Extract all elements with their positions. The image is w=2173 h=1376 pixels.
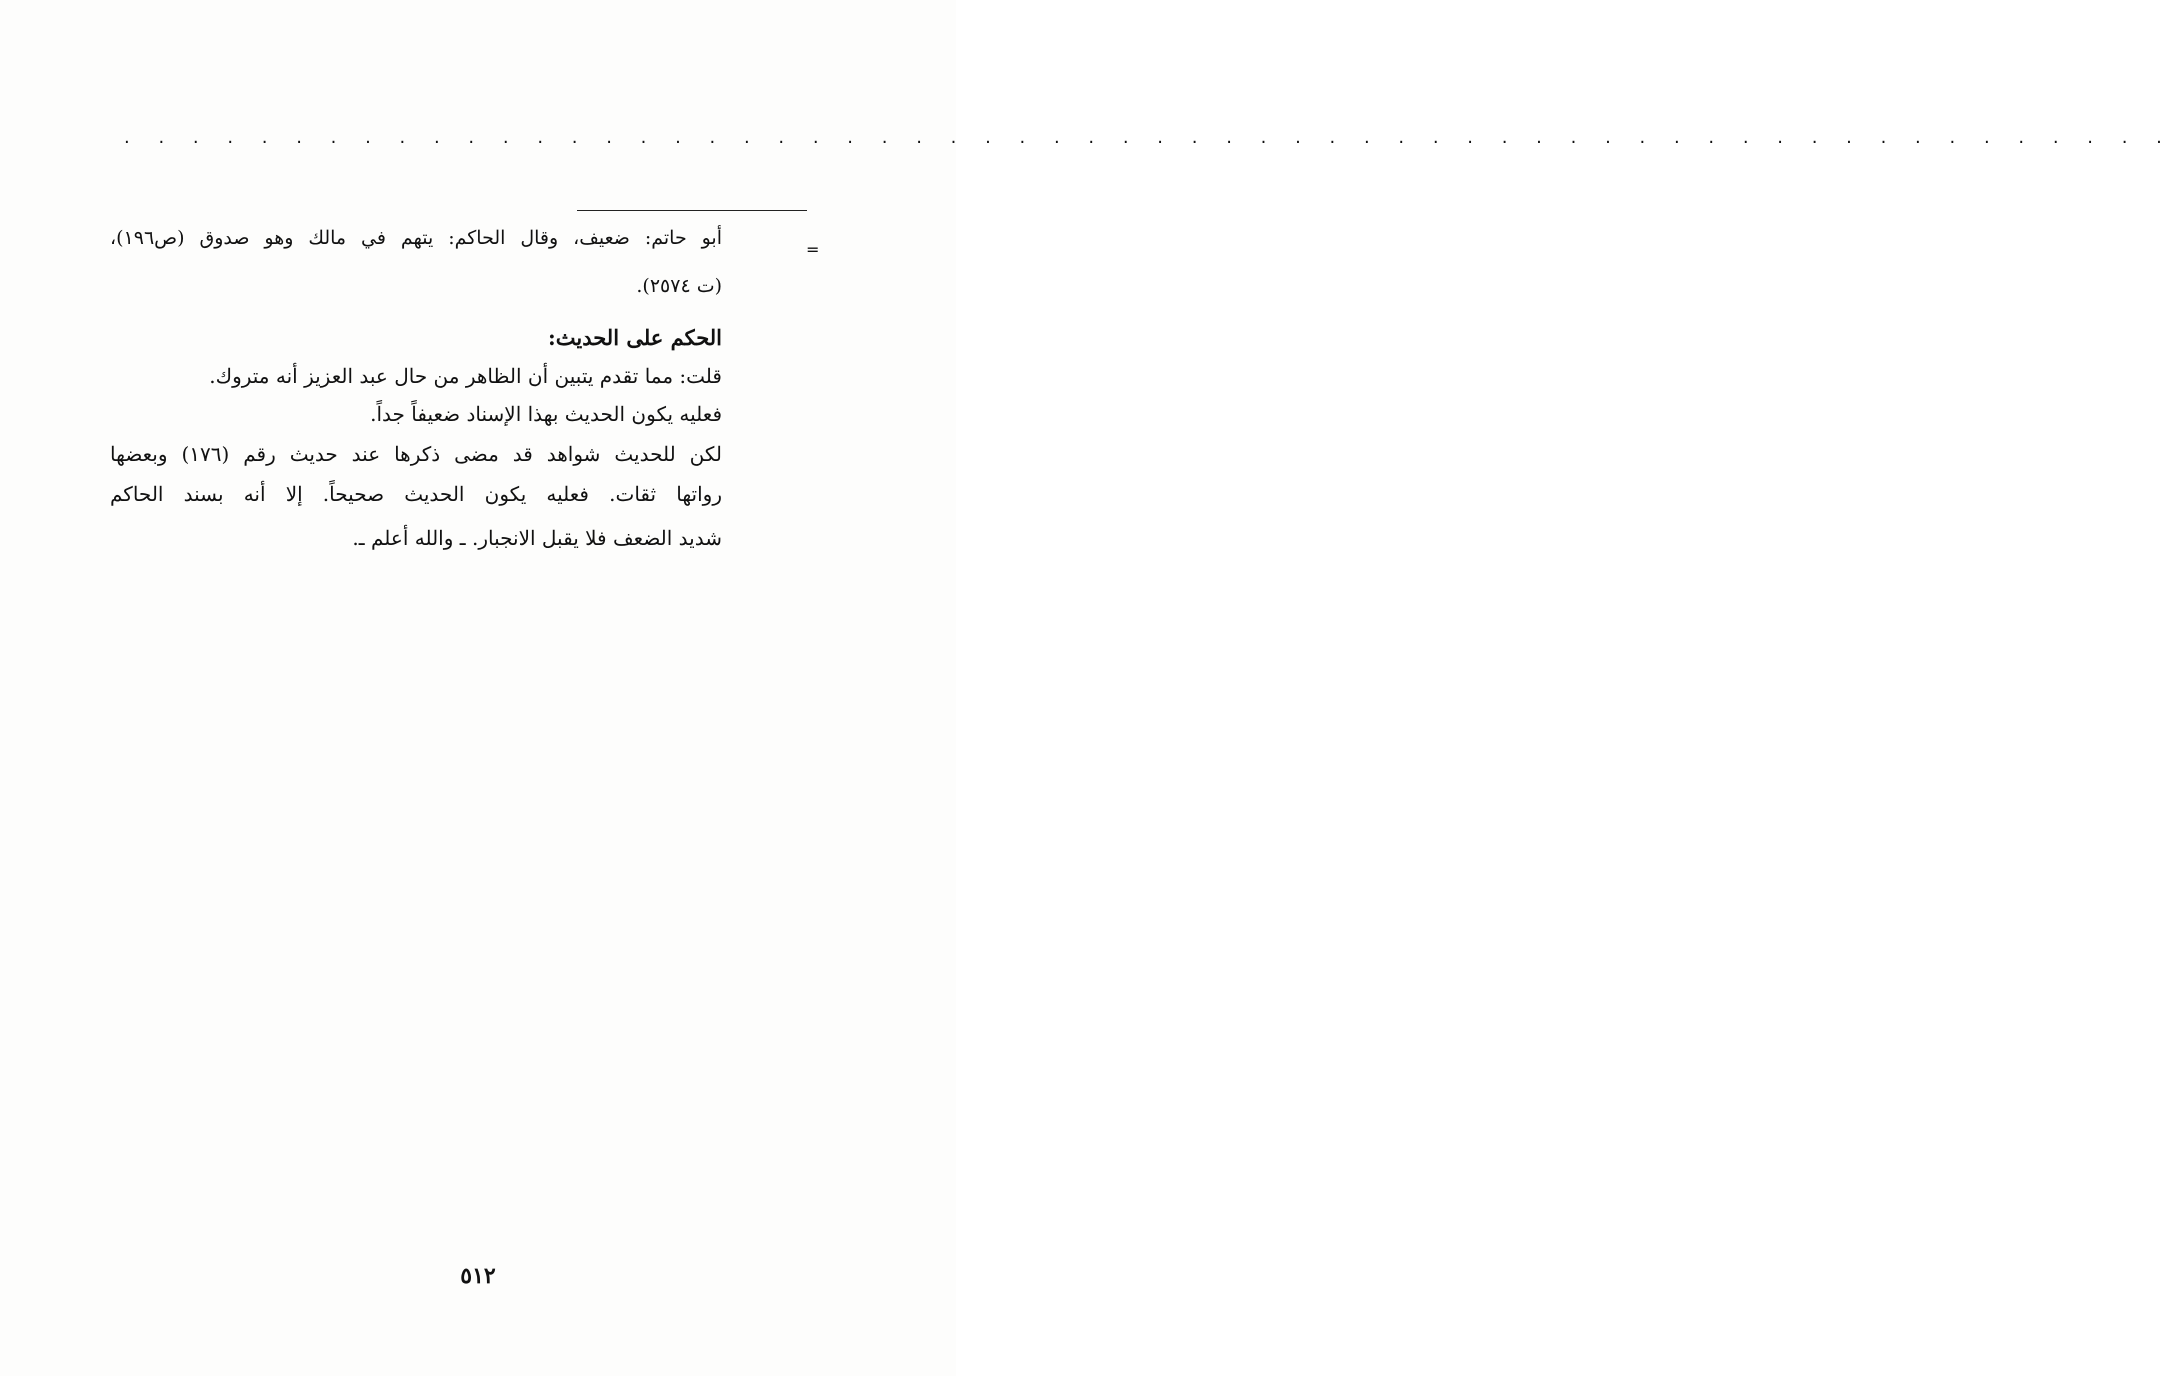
footnote-rule bbox=[577, 210, 807, 211]
footnote-continuation-mark: = bbox=[806, 240, 820, 259]
footnote-line-2: (ت ٢٥٧٤). bbox=[636, 275, 722, 297]
body-line-1: قلت: مما تقدم يتبين أن الظاهر من حال عبد العزيز أنه متروك. bbox=[209, 364, 722, 388]
footnote-line-1: أبو حاتم: ضعيف، وقال الحاكم: يتهم في مالك وهو صدوق (ص١٩٦)، bbox=[110, 227, 722, 249]
body-line-4: رواتها ثقات. فعليه يكون الحديث صحيحاً. إلا أنه بسند الحاكم bbox=[110, 482, 722, 506]
section-heading: الحكم على الحديث: bbox=[548, 325, 722, 350]
body-line-2: فعليه يكون الحديث بهذا الإسناد ضعيفاً جداً. bbox=[370, 402, 722, 426]
page-number: ٥١٢ bbox=[460, 1263, 496, 1289]
body-line-3: لكن للحديث شواهد قد مضى ذكرها عند حديث رقم (١٧٦) وبعضها bbox=[110, 442, 722, 466]
dotted-separator: . . . . . . . . . . . . . . . . . . . . . . . . . . . . . . . . . . . . . . . . . . . . . . . . . . . . . . . . . . . . bbox=[124, 127, 2173, 148]
body-line-5: شديد الضعف فلا يقبل الانجبار. ـ والله أعلم ـ. bbox=[352, 526, 722, 550]
